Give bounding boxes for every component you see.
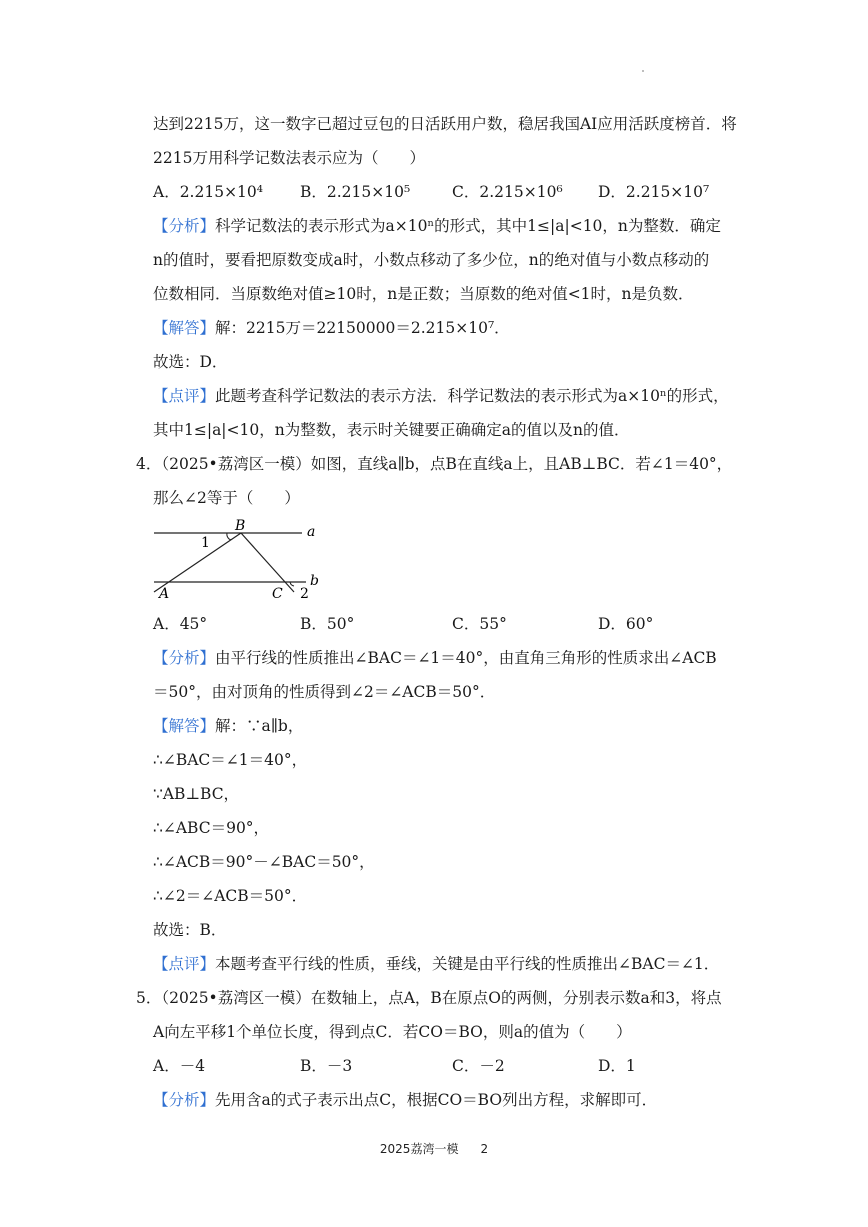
footer-title: 2025荔湾一模 [379, 1142, 459, 1156]
q3-analysis-text-2: n的值时，要看把原数变成a时，小数点移动了多少位，n的绝对值与小数点移动的 [153, 251, 710, 269]
label-1: 1 [201, 535, 210, 551]
q4-choice: 故选：B． [153, 921, 227, 939]
q4-solution-text: 解：∵a∥b， [215, 717, 304, 735]
q5-option-b: B．－3 [300, 1057, 353, 1075]
q4-analysis [153, 647, 717, 669]
q3-comment-text-2: 其中1≤|a|<10，n为整数，表示时关键要正确确定a的值以及n的值． [153, 421, 630, 439]
q4-step-1: ∴∠BAC＝∠1＝40°， [153, 751, 308, 769]
q4-solution [153, 715, 303, 737]
label-A: A [159, 586, 170, 602]
q4-option-b: B．50° [300, 615, 355, 633]
scan-speck [642, 70, 644, 72]
q3-option-a: A．2.215×10⁴ [153, 183, 263, 201]
solution-label: 【解答】 [153, 319, 216, 337]
q3-option-d: D．2.215×10⁷ [598, 183, 710, 201]
q5-option-a: A．－4 [153, 1057, 206, 1075]
q4-geometry-figure [148, 512, 328, 604]
q4-stem-1: 4．（2025•荔湾区一模）如图，直线a∥b，点B在直线a上，且AB⊥BC．若∠1＝40°， [136, 455, 733, 473]
q5-stem-2: A向左平移1个单位长度，得到点C．若CO＝BO，则a的值为（ ） [153, 1023, 632, 1041]
q4-step-5: ∴∠2＝∠ACB＝50°． [153, 887, 308, 905]
q4-step-3: ∴∠ABC＝90°， [153, 819, 270, 837]
q5-analysis [153, 1089, 657, 1111]
q3-comment-text-1: 此题考查科学记数法的表示方法．科学记数法的表示形式为a×10ⁿ的形式， [215, 387, 729, 405]
label-B: B [235, 518, 246, 534]
q4-stem-2: 那么∠2等于（ ） [153, 489, 300, 507]
analysis-label: 【分析】 [153, 217, 216, 235]
q3-solution-text: 解：2215万＝22150000＝2.215×10⁷． [215, 319, 510, 337]
q5-option-c: C．－2 [452, 1057, 505, 1075]
angle-1-arc [227, 533, 231, 540]
q3-solution [153, 317, 510, 339]
q4-analysis-text-2: ＝50°，由对顶角的性质得到∠2＝∠ACB＝50°． [153, 683, 496, 701]
label-2: 2 [300, 586, 309, 602]
label-a: a [307, 524, 316, 540]
solution-label: 【解答】 [153, 717, 216, 735]
analysis-label: 【分析】 [153, 1091, 216, 1109]
page-footer [0, 1140, 868, 1157]
comment-label: 【点评】 [153, 387, 216, 405]
q3-line1: 达到2215万，这一数字已超过豆包的日活跃用户数，稳居我国AI应用活跃度榜首．将 [153, 115, 737, 133]
q3-line2: 2215万用科学记数法表示应为（ ） [153, 149, 425, 167]
q4-option-d: D．60° [598, 615, 654, 633]
label-b: b [310, 573, 319, 589]
q3-comment [153, 385, 729, 407]
q4-comment [153, 953, 719, 975]
q3-analysis-text-3: 位数相同．当原数绝对值≥10时，n是正数；当原数的绝对值<1时，n是负数． [153, 285, 694, 303]
q4-analysis-text-1: 由平行线的性质推出∠BAC＝∠1＝40°，由直角三角形的性质求出∠ACB [215, 649, 717, 667]
label-C: C [272, 586, 283, 602]
q4-option-a: A．45° [153, 615, 208, 633]
q3-analysis [153, 215, 721, 237]
q3-option-b: B．2.215×10⁵ [300, 183, 411, 201]
q5-stem-1: 5．（2025•荔湾区一模）在数轴上，点A，B在原点O的两侧，分别表示数a和3，将点 [136, 989, 722, 1007]
q3-analysis-text-1: 科学记数法的表示形式为a×10ⁿ的形式，其中1≤|a|<10，n为整数．确定 [215, 217, 721, 235]
q3-choice: 故选：D． [153, 353, 228, 371]
q4-comment-text: 本题考查平行线的性质，垂线，关键是由平行线的性质推出∠BAC＝∠1． [215, 955, 720, 973]
segment-bc [241, 533, 294, 592]
q5-analysis-text: 先用含a的式子表示出点C，根据CO＝BO列出方程，求解即可． [215, 1091, 658, 1109]
segment-ab [154, 533, 241, 592]
q4-step-4: ∴∠ACB＝90°－∠BAC＝50°， [153, 853, 375, 871]
q5-option-d: D．1 [598, 1057, 636, 1075]
page-number: 2 [480, 1142, 489, 1156]
q3-option-c: C．2.215×10⁶ [452, 183, 563, 201]
analysis-label: 【分析】 [153, 649, 216, 667]
q4-step-2: ∵AB⊥BC， [153, 785, 240, 803]
q4-option-c: C．55° [452, 615, 507, 633]
comment-label: 【点评】 [153, 955, 216, 973]
